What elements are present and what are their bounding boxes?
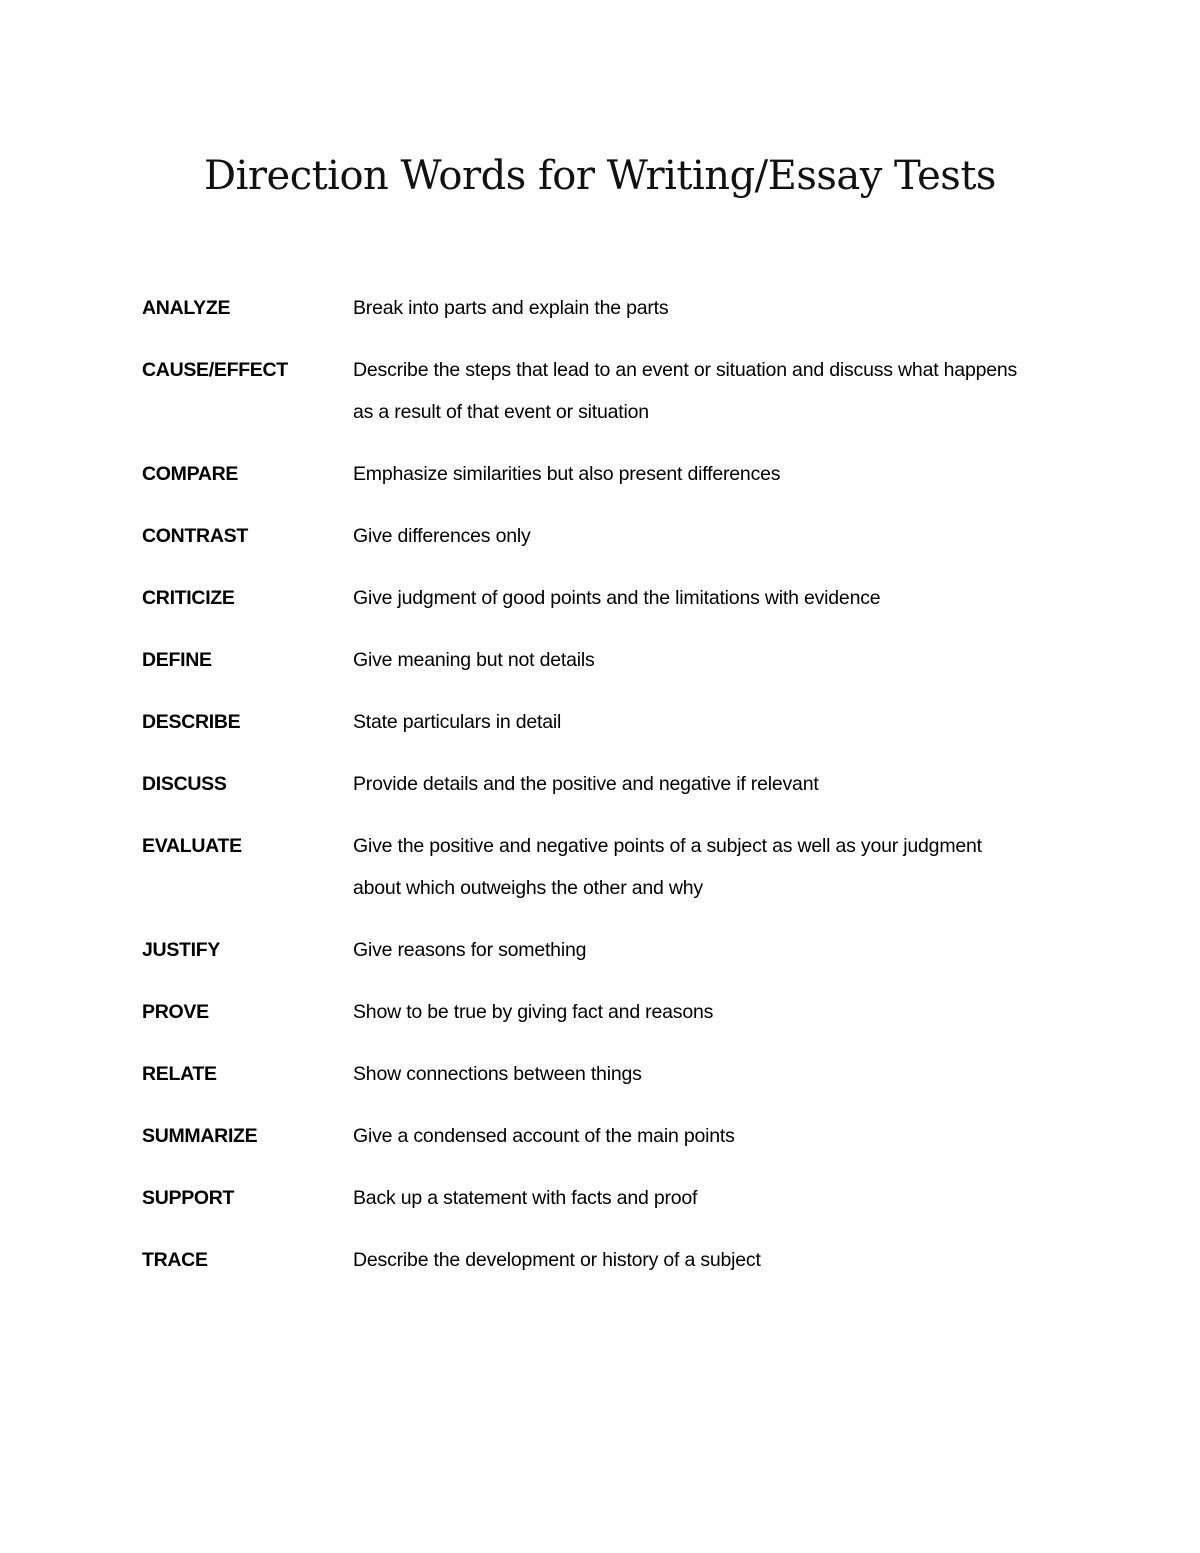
term-word: ANALYZE <box>142 297 231 319</box>
term-row <box>142 763 1042 805</box>
term-definition: Give meaning but not details <box>353 649 595 671</box>
term-word: COMPARE <box>142 463 239 485</box>
term-definition: Show to be true by giving fact and reasons <box>353 1001 714 1023</box>
term-definition: Give differences only <box>353 525 531 547</box>
term-word: SUPPORT <box>142 1187 235 1209</box>
term-definition: Give judgment of good points and the limitations with evidence <box>353 587 881 609</box>
term-row <box>142 991 1042 1033</box>
term-row <box>142 287 1042 329</box>
term-definition: Describe the steps that lead to an event or situation and discuss what happens as a result of that event or situation <box>353 359 1018 423</box>
term-definition: Provide details and the positive and negative if relevant <box>353 773 819 795</box>
term-definition: State particulars in detail <box>353 711 562 733</box>
page-title: Direction Words for Writing/Essay Tests <box>204 153 996 199</box>
term-definition: Emphasize similarities but also present differences <box>353 463 781 485</box>
term-row <box>142 1239 1042 1281</box>
term-row <box>142 515 1042 557</box>
term-definition: Describe the development or history of a subject <box>353 1249 761 1271</box>
term-row <box>142 577 1042 619</box>
term-row <box>142 1115 1042 1157</box>
term-definition: Give a condensed account of the main points <box>353 1125 735 1147</box>
term-definition: Give reasons for something <box>353 939 587 961</box>
term-word: JUSTIFY <box>142 939 221 961</box>
term-word: EVALUATE <box>142 835 242 857</box>
term-row <box>142 349 1042 433</box>
term-row <box>142 1053 1042 1095</box>
term-definition: Break into parts and explain the parts <box>353 297 669 319</box>
term-word: DESCRIBE <box>142 711 241 733</box>
term-row <box>142 701 1042 743</box>
term-word: DISCUSS <box>142 773 227 795</box>
term-word: RELATE <box>142 1063 217 1085</box>
term-word: DEFINE <box>142 649 212 671</box>
term-word: CAUSE/EFFECT <box>142 359 288 381</box>
term-word: CONTRAST <box>142 525 248 547</box>
term-word: SUMMARIZE <box>142 1125 258 1147</box>
term-definition: Show connections between things <box>353 1063 642 1085</box>
term-list <box>142 287 1042 1301</box>
term-definition: Back up a statement with facts and proof <box>353 1187 698 1209</box>
term-word: TRACE <box>142 1249 208 1271</box>
term-row <box>142 453 1042 495</box>
term-row <box>142 929 1042 971</box>
term-row <box>142 639 1042 681</box>
term-definition: Give the positive and negative points of a subject as well as your judgment about which outweighs the other and why <box>353 835 982 899</box>
term-word: CRITICIZE <box>142 587 235 609</box>
term-row <box>142 825 1042 909</box>
term-row <box>142 1177 1042 1219</box>
term-word: PROVE <box>142 1001 209 1023</box>
